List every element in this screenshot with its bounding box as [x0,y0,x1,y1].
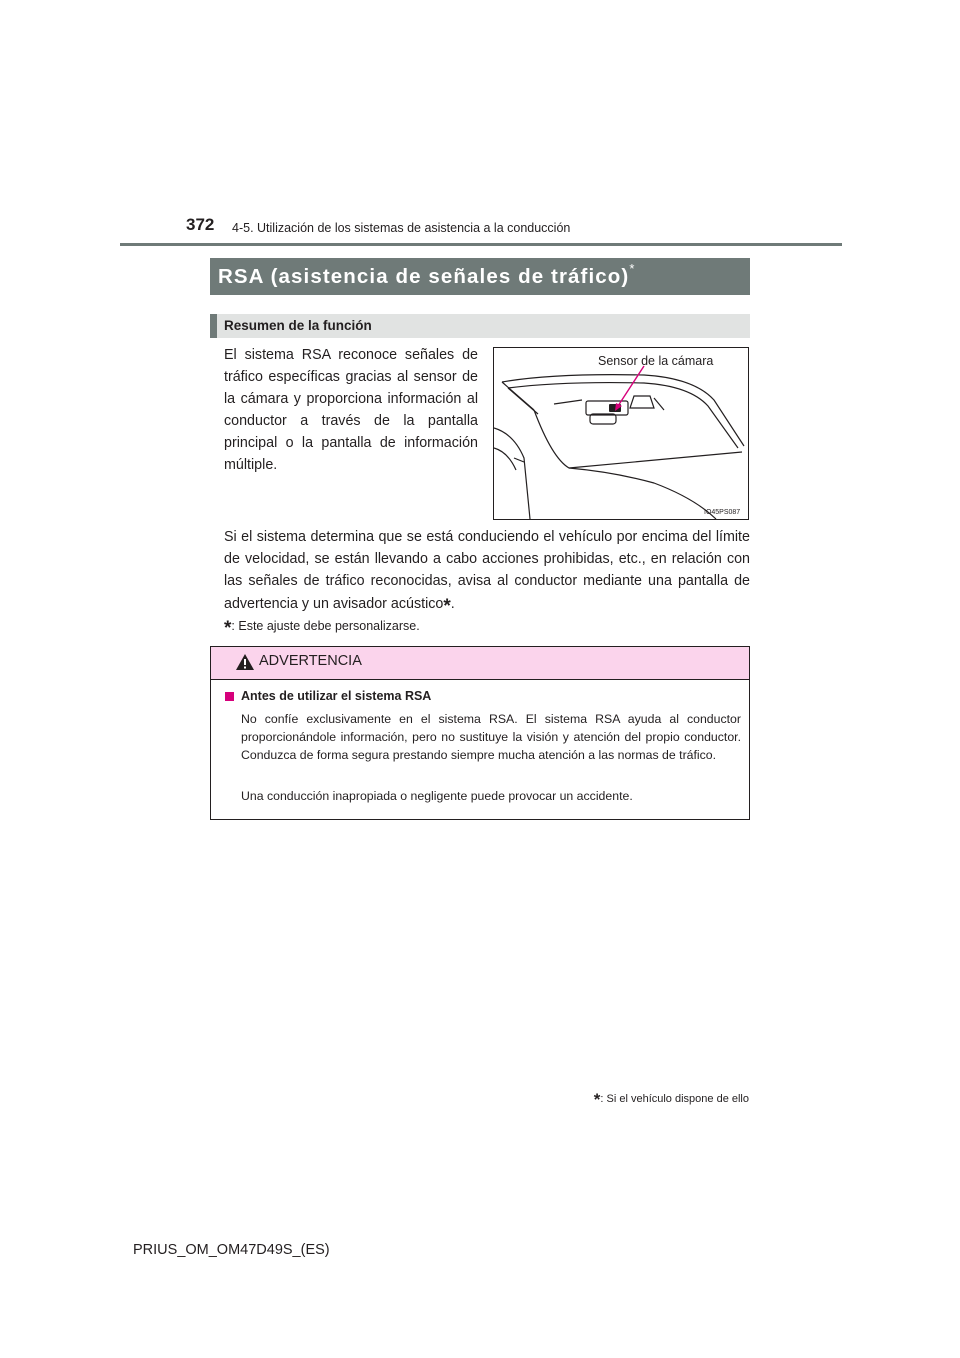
document-code: PRIUS_OM_OM47D49S_(ES) [133,1242,330,1258]
footnote-text: : Este ajuste debe personalizarse. [231,619,420,633]
windshield-illustration [494,348,748,519]
warning-heading: Antes de utilizar el sistema RSA [241,689,432,703]
title-label: RSA (asistencia de señales de tráfico) [218,264,630,288]
warning-box [210,646,750,820]
footnote-personalize [224,614,420,639]
title-marker: * [629,261,636,276]
footnote-equipment [577,1087,749,1107]
subheading: Resumen de la función [224,318,372,333]
warning-title: ADVERTENCIA [259,653,362,669]
warning-bullet-icon [225,692,234,701]
figure-label: Sensor de la cámara [598,354,714,368]
page-number: 372 [186,215,215,234]
body-text: Si el sistema determina que se está conduciendo el vehículo por encima del límite de velocidad, se están llevando a cabo acciones prohibidas, etc., en relación con las señales de tráfico reconocidas, avisa al conductor mediante una pantalla de advertencia y un avisador acústico [224,529,750,612]
body-end: . [450,596,455,612]
body-marker: * [443,596,451,617]
warning-triangle-icon [235,653,255,671]
header-rule [120,243,842,246]
page-title [218,263,636,289]
intro-paragraph: El sistema RSA reconoce señales de tráfico específicas gracias al sensor de la cámara y proporciona información al conductor a través de la pantalla principal o la pantalla de información múltiple. [224,347,478,473]
figure-code: IO45PS087 [704,509,741,516]
camera-sensor-figure [493,347,749,520]
warning-paragraph-2: Una conducción inapropiada o negligente puede provocar un accidente. [241,789,633,803]
subheading-accent [210,314,217,338]
footnote-marker: * [593,1090,601,1109]
warning-header [211,647,749,680]
warning-paragraph-1: No confíe exclusivamente en el sistema RSA. El sistema RSA ayuda al conductor proporcionándole información, pero no sustituye la visión y atención del propio conductor. Conduzca de forma segura prestando siempre mucha atención a las normas de tráfico. [241,712,741,762]
body-paragraph [224,526,750,615]
footnote-text: : Si el vehículo dispone de ello [600,1093,749,1105]
footnote-marker: * [224,618,232,639]
section-header: 4-5. Utilización de los sistemas de asistencia a la conducción [232,221,571,235]
